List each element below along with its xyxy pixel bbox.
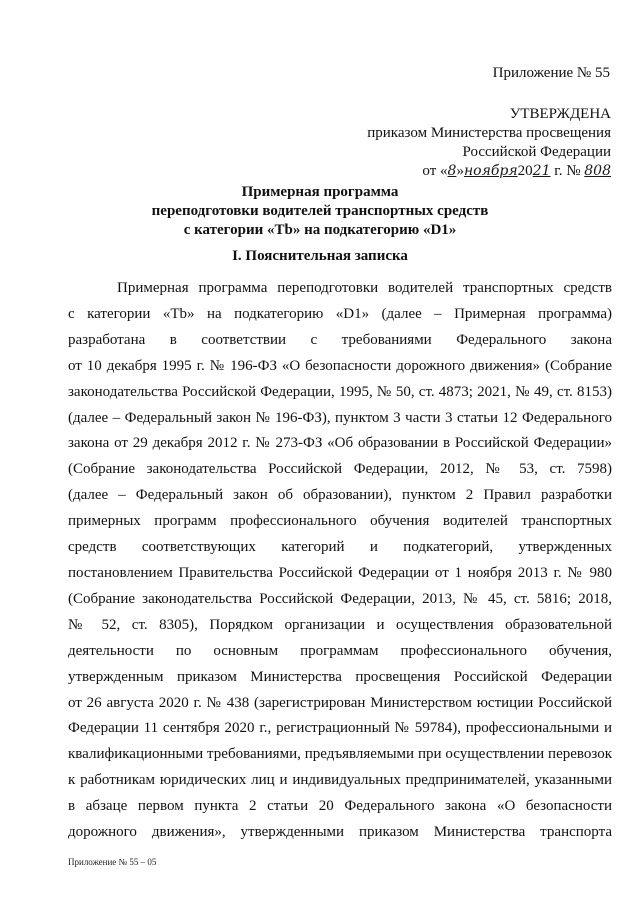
approval-date-line xyxy=(367,162,611,181)
body-line: законодательства Российской Федерации, 1995, № 50, ст. 4873; 2021, № 49, ст. 8153) xyxy=(68,383,612,400)
body-line: постановлением Правительства Российской Федерации от 1 ноября 2013 г. № 980 xyxy=(68,564,612,581)
handwritten-number: 808 xyxy=(584,163,611,179)
body-line: Федерации 11 сентября 2020 г., регистрационный № 59784), профессиональными и xyxy=(68,720,612,737)
date-prefix: от « xyxy=(422,163,448,179)
body-paragraph xyxy=(68,276,612,846)
body-line: (далее – Федеральный закон об образовании), пунктом 2 Правил разработки xyxy=(68,487,612,504)
body-line: закона от 29 декабря 2012 г. № 273-ФЗ «Об образовании в Российской Федерации» xyxy=(68,435,612,452)
handwritten-day: 8 xyxy=(447,163,457,179)
handwritten-year: 21 xyxy=(532,163,551,179)
body-line: (Собрание законодательства Российской Федерации, 2013, № 45, ст. 5816; 2018, xyxy=(68,590,612,607)
approval-ministry: Российской Федерации xyxy=(462,144,611,160)
body-line: примерных программ профессионального обучения водителей транспортных xyxy=(68,513,612,530)
page-footer: Приложение № 55 – 05 xyxy=(68,857,157,867)
approval-order: приказом Министерства просвещения xyxy=(367,125,611,141)
body-line: № 52, ст. 8305), Порядком организации и осуществления образовательной xyxy=(68,616,612,633)
body-line: разработана в соответствии с требованиями Федерального закона xyxy=(68,331,612,348)
document-title xyxy=(0,183,640,240)
body-line: средств соответствующих категорий и подкатегорий, утвержденных xyxy=(68,539,612,556)
body-line: (Собрание законодательства Российской Федерации, 2012, № 53, ст. 7598) xyxy=(68,461,612,478)
body-line: в абзаце первом пункта 2 статьи 20 Федерального закона «О безопасности xyxy=(68,798,612,815)
body-line: к работникам юридических лиц и индивидуальных предпринимателей, указанными xyxy=(68,772,612,789)
body-line: от 10 декабря 1995 г. № 196-ФЗ «О безопасности дорожного движения» (Собрание xyxy=(68,357,612,374)
approval-block xyxy=(367,105,611,181)
approved-label: УТВЕРЖДЕНА xyxy=(509,106,611,122)
body-line: (далее – Федеральный закон № 196-ФЗ), пунктом 3 части 3 статьи 12 Федерального xyxy=(68,409,612,426)
year-prefix: 20 xyxy=(517,163,533,179)
body-line: квалификационными требованиями, предъявляемыми при осуществлении перевозок xyxy=(68,746,612,763)
date-mid: » xyxy=(456,163,464,179)
number-prefix: г. № xyxy=(550,163,585,179)
body-line: от 26 августа 2020 г. № 438 (зарегистрирован Министерством юстиции Российской xyxy=(68,694,612,711)
handwritten-month: ноября xyxy=(463,163,518,179)
body-line: деятельности по основным программам профессионального обучения, xyxy=(68,642,612,659)
section-heading: I. Пояснительная записка xyxy=(232,248,408,264)
title-line-1: Примерная программа xyxy=(241,184,399,200)
body-line: утвержденным приказом Министерства просвещения Российской Федерации xyxy=(68,668,612,685)
title-line-2: переподготовки водителей транспортных средств xyxy=(151,203,489,219)
body-line: с категории «Tb» на подкатегорию «D1» (далее – Примерная программа) xyxy=(68,305,612,322)
body-line: дорожного движения», утвержденными приказом Министерства транспорта xyxy=(68,824,612,841)
title-line-3: с категории «Tb» на подкатегорию «D1» xyxy=(183,222,457,238)
body-line: Примерная программа переподготовки водителей транспортных средств xyxy=(117,280,612,296)
appendix-label: Приложение № 55 xyxy=(492,65,610,81)
